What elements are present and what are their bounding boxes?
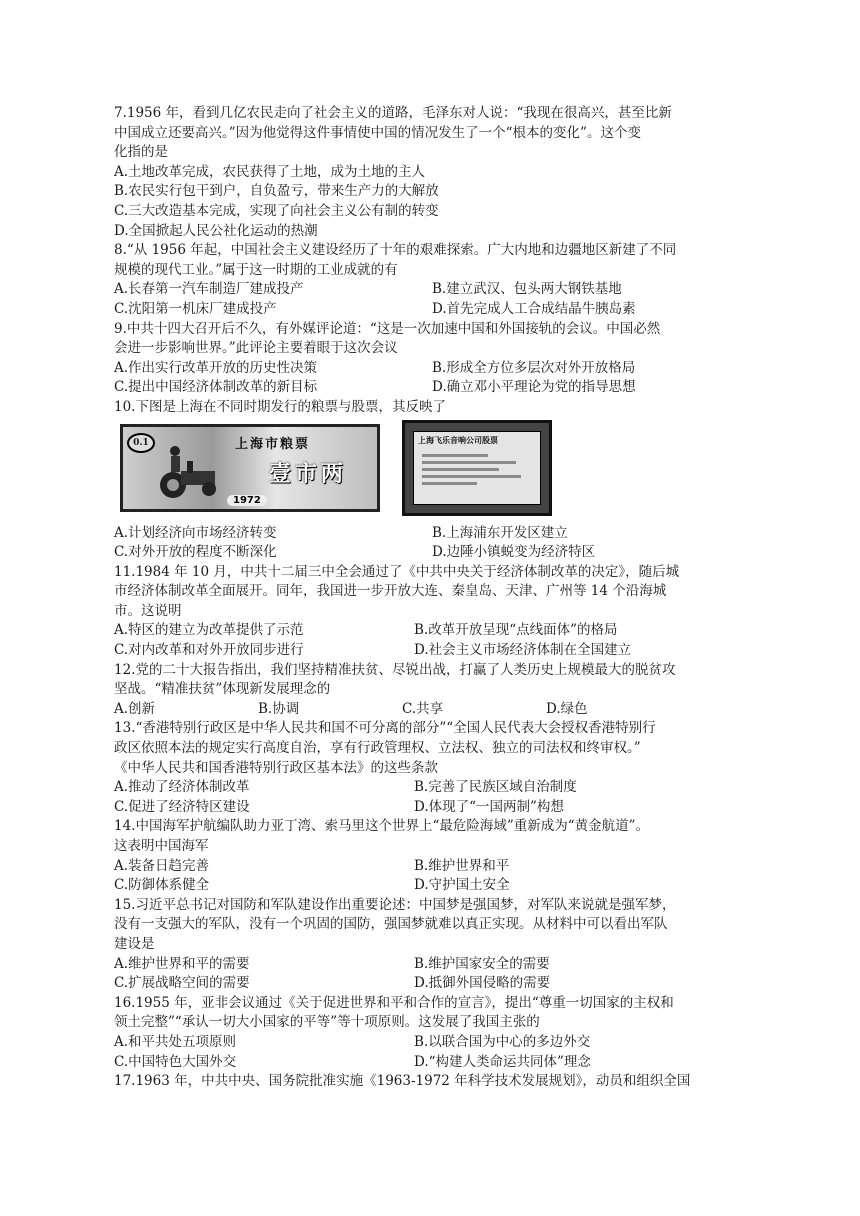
option-a: A.装备日趋完善 xyxy=(114,857,210,874)
question-stem: 规模的现代工业。”属于这一时期的工业成就的有 xyxy=(114,261,398,278)
option-c: C.三大改造基本完成，实现了向社会主义公有制的转变 xyxy=(114,202,439,219)
option-b: B.以联合国为中心的多边外交 xyxy=(414,1033,591,1050)
question-17 xyxy=(114,1072,754,1092)
question-stem: 14.中国海军护航编队助力亚丁湾、索马里这个世界上“最危险海域”重新成为“黄金航道”。 xyxy=(114,818,650,835)
ration-ticket-denomination: 0.1 xyxy=(127,433,155,453)
question-stem: 政区依照本法的规定实行高度自治，享有行政管理权、立法权、独立的司法权和终审权。” xyxy=(114,740,641,757)
option-d: D.守护国土安全 xyxy=(414,877,510,894)
certificate-text-lines xyxy=(422,450,532,496)
option-b: B.改革开放呈现“点线面体”的格局 xyxy=(414,622,618,639)
question-stem: 10.下图是上海在不同时期发行的粮票与股票，其反映了 xyxy=(114,398,446,415)
option-b: B.上海浦东开发区建立 xyxy=(432,524,568,541)
option-a: A.和平共处五项原则 xyxy=(114,1033,237,1050)
option-c: C.促进了经济特区建设 xyxy=(114,798,250,815)
question-stem: 没有一支强大的军队，没有一个巩固的国防，强国梦就难以真正实现。从材料中可以看出军队 xyxy=(114,916,668,933)
option-a: A.计划经济向市场经济转变 xyxy=(114,524,277,541)
question-13 xyxy=(114,719,754,817)
question-16 xyxy=(114,994,754,1072)
option-a: A.推动了经济体制改革 xyxy=(114,779,250,796)
question-9 xyxy=(114,320,754,398)
option-a: A.长春第一汽车制造厂建成投产 xyxy=(114,281,304,298)
question-8 xyxy=(114,241,754,319)
option-b: B.维护国家安全的需要 xyxy=(414,955,550,972)
question-stem: 《中华人民共和国香港特别行政区基本法》的这些条款 xyxy=(114,759,438,776)
question-stem: 17.1963 年，中共中央、国务院批准实施《1963-1972 年科学技术发展规划》，动员和组织全国 xyxy=(114,1073,691,1090)
exam-page xyxy=(114,104,754,1092)
ration-ticket-image xyxy=(120,424,380,512)
option-d: D.体现了“一国两制”构想 xyxy=(414,798,564,815)
question-stem: 坚战。“精准扶贫”体现新发展理念的 xyxy=(114,681,331,698)
question-10 xyxy=(114,398,754,563)
question-14 xyxy=(114,817,754,895)
option-c: C.防御体系健全 xyxy=(114,877,210,894)
question-stem: 7.1956 年，看到几亿农民走向了社会主义的道路，毛泽东对人说：“我现在很高兴，甚至比新 xyxy=(114,105,672,121)
option-b: B.维护世界和平 xyxy=(414,857,510,874)
question-stem: 会进一步影响世界。”此评论主要着眼于这次会议 xyxy=(114,340,398,357)
stock-certificate-image xyxy=(402,420,552,516)
option-d: D.绿色 xyxy=(546,700,588,717)
ration-ticket-value: 壹市两 xyxy=(269,461,348,487)
option-c: C.中国特色大国外交 xyxy=(114,1053,237,1070)
question-stem: 市经济体制改革全面展开。同年，我国进一步开放大连、秦皇岛、天津、广州等 14 个沿海城 xyxy=(114,583,667,600)
option-c: C.对外开放的程度不断深化 xyxy=(114,544,277,561)
ration-ticket-title: 上海市粮票 xyxy=(235,436,311,452)
option-a: A.维护世界和平的需要 xyxy=(114,955,250,972)
option-a: A.作出实行改革开放的历史性决策 xyxy=(114,359,318,376)
question-12 xyxy=(114,661,754,720)
option-d: D.确立邓小平理论为党的指导思想 xyxy=(432,379,636,396)
question-stem: 11.1984 年 10 月，中共十二届三中全会通过了《中共中央关于经济体制改革的决定》，随后城 xyxy=(114,563,680,580)
option-c: C.扩展战略空间的需要 xyxy=(114,975,250,992)
question-stem: 这表明中国海军 xyxy=(114,838,209,854)
figure-row xyxy=(114,420,754,520)
question-stem: 15.习近平总书记对国防和军队建设作出重要论述：中国梦是强国梦，对军队来说就是强军梦， xyxy=(114,896,676,913)
question-stem: 化指的是 xyxy=(114,144,168,161)
option-b: B.建立武汉、包头两大钢铁基地 xyxy=(432,281,622,298)
option-a: A.创新 xyxy=(114,700,156,717)
option-b: B.农民实行包干到户，自负盈亏，带来生产力的大解放 xyxy=(114,183,439,200)
question-stem: 中国成立还要高兴。”因为他觉得这件事情使中国的情况发生了一个“根本的变化”。这个变 xyxy=(114,124,641,141)
question-11 xyxy=(114,563,754,661)
option-b: B.协调 xyxy=(258,700,300,717)
option-d: D.边陲小镇蜕变为经济特区 xyxy=(432,544,596,561)
question-stem: 12.党的二十大报告指出，我们坚持精准扶贫、尽锐出战，打赢了人类历史上规模最大的脱贫攻 xyxy=(114,661,676,678)
question-7 xyxy=(114,104,754,241)
stock-certificate-title: 上海飞乐音响公司股票 xyxy=(418,435,498,445)
tractor-farmer-icon xyxy=(153,441,223,501)
option-c: C.对内改革和对外开放同步进行 xyxy=(114,642,304,659)
question-stem: 13.“香港特别行政区是中华人民共和国不可分离的部分”“全国人民代表大会授权香港特别行 xyxy=(114,720,656,737)
option-b: B.完善了民族区域自治制度 xyxy=(414,779,577,796)
option-c: C.沈阳第一机床厂建成投产 xyxy=(114,300,277,317)
option-d: D.社会主义市场经济体制在全国建立 xyxy=(414,642,632,659)
question-stem: 市。这说明 xyxy=(114,602,182,619)
question-stem: 领土完整”“承认一切大小国家的平等”等十项原则。这发展了我国主张的 xyxy=(114,1014,540,1031)
option-d: D.全国掀起人民公社化运动的热潮 xyxy=(114,222,318,239)
question-stem: 建设是 xyxy=(114,935,155,952)
ration-ticket-year: 1972 xyxy=(227,495,267,506)
option-a: A.土地改革完成，农民获得了土地，成为土地的主人 xyxy=(114,163,426,180)
option-d: D.抵御外国侵略的需要 xyxy=(414,975,551,992)
option-c: C.共享 xyxy=(402,700,444,717)
option-b: B.形成全方位多层次对外开放格局 xyxy=(432,359,636,376)
option-c: C.提出中国经济体制改革的新目标 xyxy=(114,379,318,396)
option-d: D.“构建人类命运共同体”理念 xyxy=(414,1053,591,1070)
question-15 xyxy=(114,896,754,994)
question-stem: 16.1955 年，亚非会议通过《关于促进世界和平和合作的宣言》，提出“尊重一切国家的主权和 xyxy=(114,994,674,1011)
question-stem: 8.“从 1956 年起，中国社会主义建设经历了十年的艰难探索。广大内地和边疆地区新建了不同 xyxy=(114,242,677,259)
option-a: A.特区的建立为改革提供了示范 xyxy=(114,622,304,639)
question-stem: 9.中共十四大召开后不久，有外媒评论道：“这是一次加速中国和外国接轨的会议。中国必然 xyxy=(114,320,661,337)
option-d: D.首先完成人工合成结晶牛胰岛素 xyxy=(432,300,636,317)
